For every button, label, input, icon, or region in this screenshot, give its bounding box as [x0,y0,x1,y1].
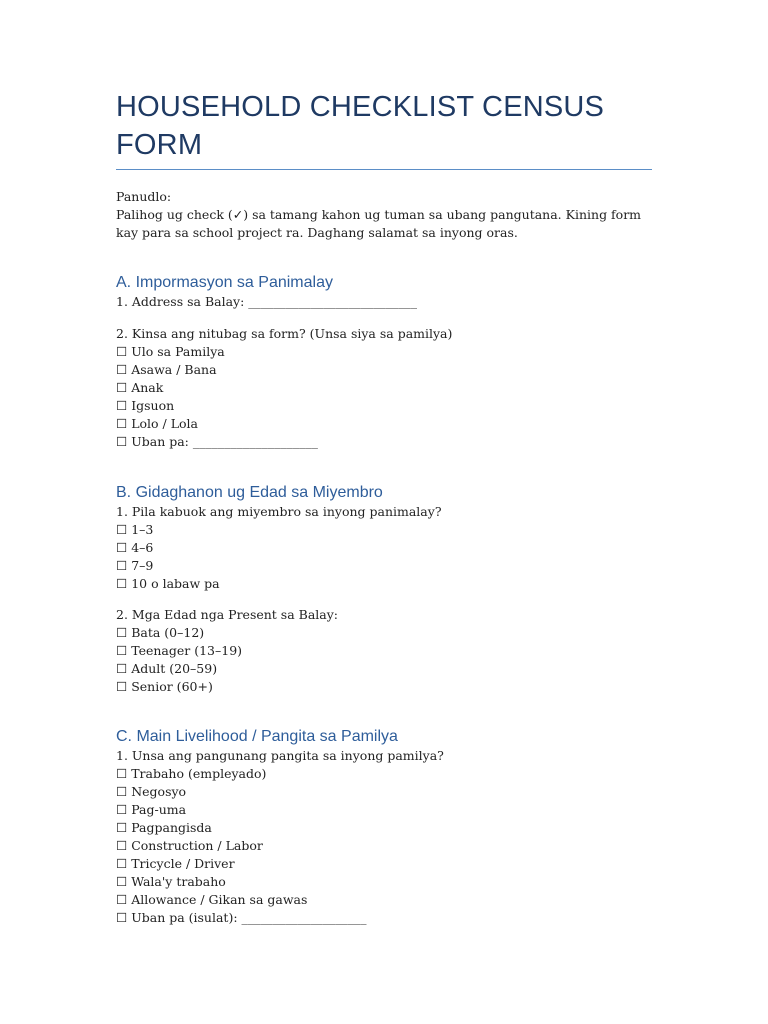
option-label: 10 o labaw pa [131,576,220,591]
option-label: Allowance / Gikan sa gawas [131,892,308,907]
checkbox-option[interactable] [116,678,656,696]
checkbox-icon[interactable]: ☐ [116,766,128,781]
checkbox-option[interactable] [116,801,656,819]
checkbox-option[interactable] [116,539,656,557]
option-label: Teenager (13–19) [131,643,243,658]
ages-question-block [116,606,656,696]
checkbox-icon[interactable]: ☐ [116,661,128,676]
section-b-heading: B. Gidaghanon ug Edad sa Miyembro [116,484,383,501]
title-divider [116,169,652,170]
option-label: Asawa / Bana [131,362,217,377]
checkbox-icon[interactable]: ☐ [116,362,128,377]
checkbox-option[interactable] [116,765,656,783]
instructions-text: Palihog ug check (✓) sa tamang kahon ug tuman sa ubang pangutana. Kining form kay para sa school project ra. Daghang salamat sa inyong oras. [116,207,642,240]
checkbox-icon[interactable]: ☐ [116,802,128,817]
checkbox-option[interactable] [116,783,656,801]
checkbox-option[interactable] [116,642,656,660]
checkbox-icon[interactable]: ☐ [116,540,128,555]
option-label: Tricycle / Driver [131,856,235,871]
option-label: Lolo / Lola [131,416,198,431]
option-label: 1–3 [131,522,154,537]
option-label: Uban pa: ____________________ [131,434,318,449]
option-label: Pag-uma [131,802,187,817]
checkbox-option[interactable] [116,433,656,451]
checkbox-icon[interactable]: ☐ [116,892,128,907]
option-label: Negosyo [131,784,187,799]
checkbox-option[interactable] [116,557,656,575]
checkbox-icon[interactable]: ☐ [116,522,128,537]
option-label: Trabaho (empleyado) [131,766,267,781]
member-count-question: 1. Pila kabuok ang miyembro sa inyong panimalay? [116,504,442,519]
section-c-heading: C. Main Livelihood / Pangita sa Pamilya [116,728,398,745]
respondent-question: 2. Kinsa ang nitubag sa form? (Unsa siya sa pamilya) [116,326,453,341]
checkbox-icon[interactable]: ☐ [116,838,128,853]
option-label: Uban pa (isulat): ____________________ [131,910,367,925]
option-label: Ulo sa Pamilya [131,344,225,359]
checkbox-icon[interactable]: ☐ [116,856,128,871]
checkbox-option[interactable] [116,837,656,855]
checkbox-option[interactable] [116,909,656,927]
option-label: 4–6 [131,540,154,555]
checkbox-icon[interactable]: ☐ [116,380,128,395]
checkbox-option[interactable] [116,415,656,433]
checkbox-icon[interactable]: ☐ [116,874,128,889]
livelihood-question: 1. Unsa ang pangunang pangita sa inyong pamilya? [116,748,444,763]
checkbox-icon[interactable]: ☐ [116,784,128,799]
option-label: Senior (60+) [131,679,213,694]
checkbox-option[interactable] [116,819,656,837]
checkbox-icon[interactable]: ☐ [116,910,128,925]
option-label: Adult (20–59) [131,661,218,676]
option-label: Bata (0–12) [131,625,205,640]
checkbox-icon[interactable]: ☐ [116,679,128,694]
checkbox-option[interactable] [116,855,656,873]
respondent-question-block [116,325,656,451]
checkbox-icon[interactable]: ☐ [116,398,128,413]
address-question: 1. Address sa Balay: ___________________________ [116,294,418,309]
checkbox-icon[interactable]: ☐ [116,643,128,658]
option-label: 7–9 [131,558,154,573]
checkbox-icon[interactable]: ☐ [116,344,128,359]
checkbox-icon[interactable]: ☐ [116,416,128,431]
option-label: Anak [131,380,164,395]
checkbox-option[interactable] [116,379,656,397]
checkbox-option[interactable] [116,521,656,539]
option-label: Wala'y trabaho [131,874,226,889]
checkbox-option[interactable] [116,361,656,379]
checkbox-icon[interactable]: ☐ [116,434,128,449]
checkbox-option[interactable] [116,575,656,593]
instructions [116,188,656,242]
checkbox-option[interactable] [116,397,656,415]
option-label: Construction / Labor [131,838,263,853]
option-label: Igsuon [131,398,175,413]
checkbox-option[interactable] [116,873,656,891]
section-a-heading: A. Impormasyon sa Panimalay [116,274,333,291]
checkbox-icon[interactable]: ☐ [116,820,128,835]
checkbox-option[interactable] [116,660,656,678]
checkbox-icon[interactable]: ☐ [116,558,128,573]
option-label: Pagpangisda [131,820,212,835]
page-title: HOUSEHOLD CHECKLIST CENSUS FORM [116,91,605,161]
section-b [116,483,656,593]
checkbox-icon[interactable]: ☐ [116,625,128,640]
section-c [116,727,656,927]
checkbox-option[interactable] [116,343,656,361]
instructions-label: Panudlo: [116,189,172,204]
checkbox-icon[interactable]: ☐ [116,576,128,591]
section-a [116,273,656,311]
checkbox-option[interactable] [116,891,656,909]
checkbox-option[interactable] [116,624,656,642]
ages-question: 2. Mga Edad nga Present sa Balay: [116,607,339,622]
